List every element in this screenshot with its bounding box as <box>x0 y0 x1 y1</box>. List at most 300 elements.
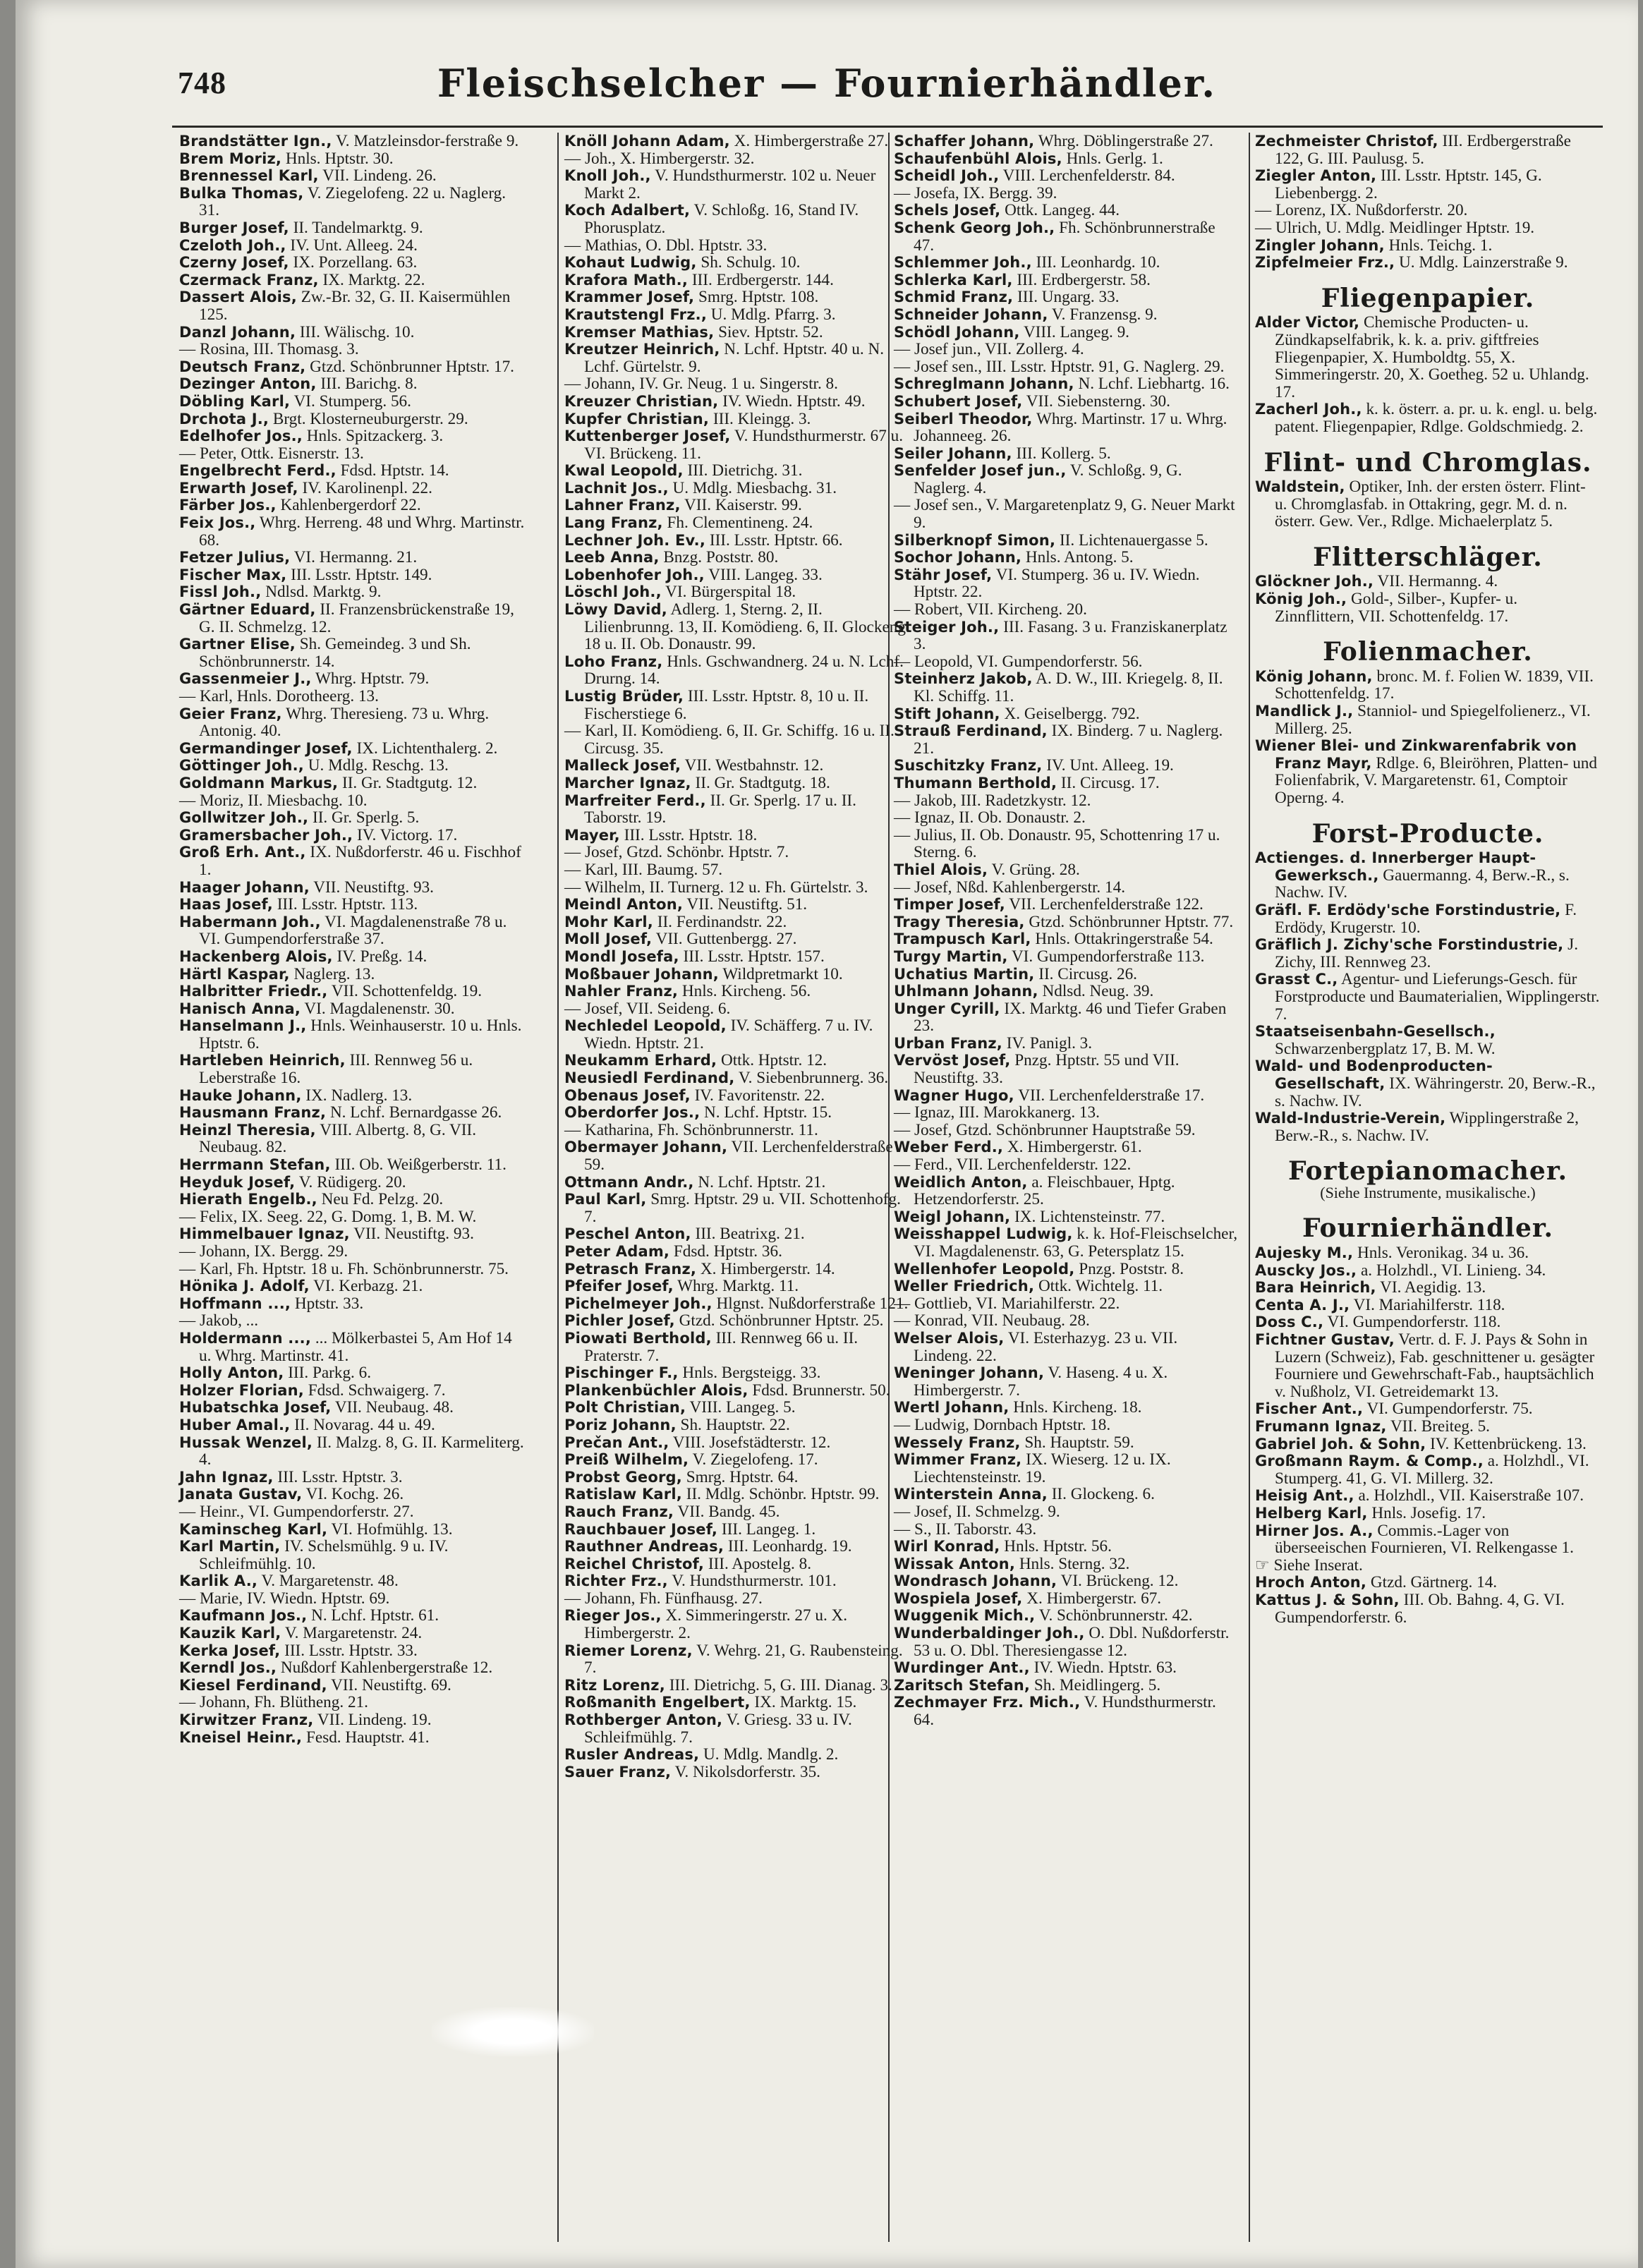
entry-address: VI. Stumperg. 56. <box>293 392 411 411</box>
directory-entry <box>894 601 1239 619</box>
entry-name: Engelbrecht Ferd., <box>179 462 337 480</box>
entry-address: IV. Favoritenstr. 22. <box>694 1086 825 1105</box>
entry-name: Ratislaw Karl, <box>564 1486 682 1503</box>
entry-name: Wessely Franz, <box>894 1433 1021 1451</box>
entry-name: Haager Johann, <box>179 878 310 896</box>
directory-entry <box>1255 1574 1601 1591</box>
entry-name: Riemer Lorenz, <box>564 1642 693 1659</box>
directory-entry <box>894 133 1239 150</box>
entry-address: V. Grüng. 28. <box>991 860 1080 879</box>
column-3 <box>894 133 1239 1729</box>
entry-address: II. Mdlg. Schönbr. Hptstr. 99. <box>686 1485 880 1504</box>
directory-entry <box>894 1225 1239 1260</box>
running-title: Fleischselcher — Fournierhändler. <box>437 61 1217 106</box>
directory-entry <box>564 1104 910 1122</box>
entry-address: IX. Marktg. 15. <box>754 1693 857 1712</box>
entry-address: Gtzd. Schönbrunner Hptstr. 25. <box>679 1311 884 1330</box>
entry-address: Whrg. Herreng. 48 und Whrg. Martinstr. 68. <box>199 514 525 550</box>
directory-entry <box>894 757 1239 775</box>
entry-address: V. Hundsthurmerstr. 64. <box>914 1693 1216 1730</box>
entry-name: Gräflich J. Zichy'sche Forstindustrie, <box>1255 936 1564 954</box>
entry-address: — Jakob, ... <box>179 1311 259 1330</box>
entry-name: Knöll Johann Adam, <box>564 133 730 150</box>
entry-name: Bara Heinrich, <box>1255 1279 1376 1297</box>
entry-name: Thiel Alois, <box>894 861 988 878</box>
entry-address: IV. Karolinenpl. 22. <box>302 478 432 497</box>
entry-name: Peter Adam, <box>564 1243 670 1260</box>
entry-name: Mondl Josefa, <box>564 947 679 965</box>
entry-address: Hnls. Teichg. 1. <box>1388 236 1493 255</box>
entry-name: Reichel Christof, <box>564 1555 705 1572</box>
entry-name: Färber Jos., <box>179 497 277 514</box>
entry-address: III. Kollerg. 5. <box>1016 444 1111 463</box>
directory-entry <box>564 1295 910 1313</box>
directory-entry <box>894 914 1239 931</box>
directory-entry <box>179 688 525 705</box>
directory-entry <box>564 532 910 550</box>
cross-reference-note: (Siehe Instrumente, musikalische.) <box>1320 1183 1536 1201</box>
directory-entry <box>564 1122 910 1139</box>
entry-address: N. Lchf. Bernardgasse 26. <box>329 1103 502 1122</box>
directory-entry <box>1255 202 1601 219</box>
entry-address: V. Nikolsdorferstr. 35. <box>674 1762 820 1781</box>
entry-name: Mohr Karl, <box>564 913 653 930</box>
directory-entry <box>564 1399 910 1417</box>
directory-entry <box>564 272 910 289</box>
entry-address: — Joh., X. Himbergerstr. 32. <box>564 149 755 168</box>
entry-name: Fetzer Julius, <box>179 549 291 566</box>
directory-entry <box>1255 1262 1601 1280</box>
entry-address: — Johann, Fh. Blütheng. 21. <box>179 1693 368 1712</box>
entry-name: Heinzl Theresia, <box>179 1121 316 1139</box>
entry-name: Oberdorfer Jos., <box>564 1104 701 1122</box>
entry-address: IV. Victorg. 17. <box>357 825 458 844</box>
entry-name: Grasst C., <box>1255 971 1338 988</box>
entry-name: Roßmanith Engelbert, <box>564 1694 751 1711</box>
entry-address: IX. Währingerstr. 20, Berw.-R., s. Nachw. IV. <box>1275 1074 1596 1110</box>
entry-name: Burger Josef, <box>179 219 289 236</box>
directory-entry <box>1255 1522 1601 1557</box>
entry-address: — Jakob, III. Radetzkystr. 12. <box>894 791 1091 810</box>
directory-entry <box>564 427 910 462</box>
entry-address: VII. Lindeng. 19. <box>317 1711 432 1730</box>
entry-address: VII. Kaiserstr. 99. <box>684 496 802 515</box>
directory-entry <box>564 1677 910 1694</box>
entry-name: Kattus J. & Sohn, <box>1255 1591 1400 1608</box>
directory-entry <box>1255 1244 1601 1262</box>
entry-name: Silberknopf Simon, <box>894 531 1056 549</box>
entry-address: — Leopold, VI. Gumpendorferstr. 56. <box>894 652 1143 671</box>
directory-entry <box>179 480 525 497</box>
directory-entry <box>894 1174 1239 1208</box>
directory-entry <box>1255 936 1601 971</box>
entry-name: Krafora Math., <box>564 271 689 289</box>
entry-address: Hnls. Hptstr. 30. <box>285 149 394 168</box>
entry-name: Uhlmann Johann, <box>894 983 1038 1000</box>
directory-entry <box>894 393 1239 411</box>
entry-name: Fichtner Gustav, <box>1255 1331 1395 1349</box>
entry-name: Auscky Jos., <box>1255 1261 1357 1279</box>
directory-entry <box>564 202 910 236</box>
entry-address: IX. Marktg. 46 und Tiefer Graben 23. <box>914 999 1227 1036</box>
entry-name: Goldmann Markus, <box>179 774 339 792</box>
entry-address: — Rosina, III. Thomasg. 3. <box>179 340 359 359</box>
section-flitterschlaeger <box>1255 573 1601 625</box>
directory-entry <box>179 1191 525 1208</box>
entry-name: Heisig Ant., <box>1255 1487 1354 1505</box>
entry-address: Whrg. Martinstr. 17 u. Whrg. Johanneeg. 26. <box>914 409 1227 446</box>
entry-address: X. Geiselbergg. 792. <box>1004 704 1140 723</box>
entry-name: Richter Frz., <box>564 1572 668 1590</box>
entry-name: Sauer Franz, <box>564 1763 672 1781</box>
entry-address: III. Barichg. 8. <box>320 375 418 394</box>
directory-entry <box>894 1503 1239 1521</box>
entry-address: — Josef, VII. Seideng. 6. <box>564 999 731 1018</box>
entry-address: V. Schloßg. 16, Stand IV. Phorusplatz. <box>584 201 859 237</box>
section-folienmacher <box>1255 668 1601 807</box>
directory-entry <box>564 1312 910 1330</box>
entry-name: Hoffmann ..., <box>179 1294 291 1312</box>
entry-name: Probst Georg, <box>564 1468 682 1486</box>
entry-name: Kaufmann Jos., <box>179 1607 308 1625</box>
entry-name: Kreuzer Christian, <box>564 392 719 410</box>
entry-name: Paul Karl, <box>564 1191 647 1208</box>
directory-entry <box>894 983 1239 1000</box>
directory-entry <box>564 1434 910 1452</box>
entry-address: Sh. Schulg. 10. <box>701 253 801 272</box>
entry-name: Suschitzky Franz, <box>894 757 1043 775</box>
entry-address: Hnls. Kircheng. 18. <box>1013 1398 1142 1417</box>
entry-address: II. Lichtenauergasse 5. <box>1059 530 1208 550</box>
entry-address: Sh. Hauptstr. 22. <box>680 1415 790 1434</box>
entry-name: Ritz Lorenz, <box>564 1676 665 1694</box>
entry-address: III. Lsstr. Hptstr. 18. <box>624 825 758 844</box>
entry-address: III. Beatrixg. 21. <box>695 1225 805 1244</box>
directory-entry <box>894 150 1239 168</box>
entry-address: IX. Porzellang. 63. <box>293 253 418 272</box>
entry-address: VI. Gumpendorferstr. 75. <box>1366 1400 1533 1419</box>
entry-name: Kirwitzer Franz, <box>179 1711 314 1729</box>
entry-name: Kerka Josef, <box>179 1642 281 1659</box>
directory-entry <box>564 462 910 480</box>
directory-entry <box>564 1417 910 1434</box>
entry-name: Groß Erh. Ant., <box>179 844 306 861</box>
entry-name: Unger Cyrill, <box>894 1000 1000 1017</box>
entry-name: Czeloth Joh., <box>179 236 286 254</box>
entry-address: Hnls. Antong. 5. <box>1025 548 1134 567</box>
entry-name: Hierath Engelb., <box>179 1191 317 1208</box>
entry-name: Hackenberg Alois, <box>179 947 333 965</box>
entry-address: Hnls. Veronikag. 34 u. 36. <box>1357 1244 1529 1263</box>
directory-entry <box>179 601 525 636</box>
entry-address: Hlgnst. Nußdorferstraße 121. <box>716 1294 909 1313</box>
directory-entry <box>179 1572 525 1590</box>
entry-address: IX. Nadlerg. 13. <box>305 1086 413 1105</box>
entry-name: Weigl Johann, <box>894 1208 1011 1225</box>
directory-entry <box>894 219 1239 254</box>
entry-name: Zingler Johann, <box>1255 236 1385 254</box>
directory-entry <box>179 1295 525 1313</box>
directory-entry <box>1255 478 1601 530</box>
entry-address: k. k. österr. a. pr. u. k. engl. u. belg. patent. Fliegenpapier, Rdlge. Goldschmiedg. 2. <box>1275 400 1598 436</box>
entry-name: Gramersbacher Joh., <box>179 826 353 844</box>
entry-name: Czermack Franz, <box>179 271 319 289</box>
entry-address: III. Parkg. 6. <box>288 1364 372 1383</box>
directory-entry <box>179 289 525 323</box>
directory-entry <box>894 1104 1239 1122</box>
entry-address: V. Margaretenstr. 24. <box>284 1624 423 1643</box>
directory-entry <box>564 393 910 411</box>
entry-address: VI. Gumpendorferstraße 113. <box>1011 947 1205 966</box>
entry-name: Schlemmer Joh., <box>894 254 1032 272</box>
directory-entry <box>564 1330 910 1364</box>
directory-entry <box>179 1278 525 1295</box>
entry-address: III. Lsstr. Hptstr. 113. <box>277 895 418 914</box>
entry-name: Strauß Ferdinand, <box>894 722 1048 740</box>
entry-address: a. Holzhdl., VII. Kaiserstraße 107. <box>1358 1486 1584 1505</box>
entry-name: Staatseisenbahn-Gesellsch., <box>1255 1023 1496 1041</box>
entry-address: Stanniol- und Spiegelfolienerz., VI. Millerg. 25. <box>1275 702 1591 738</box>
entry-address: IV. Panigl. 3. <box>1006 1033 1093 1053</box>
directory-entry <box>179 1243 525 1261</box>
entry-name: Löwy David, <box>564 601 667 619</box>
entry-address: — Felix, IX. Seeg. 22, G. Domg. 1, B. M. W. <box>179 1207 477 1226</box>
entry-address: VII. Siebensterng. 30. <box>1026 392 1170 411</box>
directory-entry <box>1255 1505 1601 1522</box>
entry-address: Wildpretmarkt 10. <box>722 964 843 983</box>
directory-entry <box>564 1503 910 1521</box>
directory-entry <box>564 966 910 983</box>
directory-entry <box>564 1521 910 1539</box>
entry-address: VIII. Langeg. 33. <box>708 565 823 584</box>
entry-address: III. Lsstr. Hptstr. 3. <box>277 1467 403 1486</box>
entry-address: — Karl, Fh. Hptstr. 18 u. Fh. Schönbrunnerstr. 75. <box>179 1259 509 1278</box>
entry-address: X. Himbergerstr. 61. <box>1007 1138 1142 1157</box>
entry-name: Malleck Josef, <box>564 757 681 775</box>
entry-name: Karlik A., <box>179 1572 258 1590</box>
entry-name: Holly Anton, <box>179 1364 284 1382</box>
directory-entry <box>564 150 910 168</box>
entry-name: Wimmer Franz, <box>894 1451 1022 1469</box>
directory-entry <box>564 1278 910 1295</box>
directory-entry <box>179 445 525 463</box>
directory-entry <box>1255 1400 1601 1418</box>
entry-name: Hroch Anton, <box>1255 1574 1367 1591</box>
entry-name: Marcher Ignaz, <box>564 774 691 792</box>
directory-entry <box>179 1156 525 1174</box>
directory-entry <box>179 219 525 237</box>
entry-name: Actienges. d. Innerberger Haupt-Gewerksch., <box>1255 849 1536 884</box>
directory-entry <box>894 775 1239 792</box>
entry-name: Edelhofer Jos., <box>179 427 303 445</box>
entry-address: V. Ziegelofeng. 22 u. Naglerg. 31. <box>199 183 507 220</box>
entry-address: Fesd. Hauptstr. 41. <box>306 1728 430 1747</box>
continued-entries <box>1255 133 1601 272</box>
directory-entry <box>1255 1453 1601 1487</box>
entry-address: — Ignaz, III. Marokkanerg. 13. <box>894 1103 1100 1122</box>
entry-address: II. Glockeng. 6. <box>1051 1485 1155 1504</box>
entry-name: Löschl Joh., <box>564 583 662 601</box>
entry-name: Göttinger Joh., <box>179 757 304 775</box>
entry-address: VII. Neustiftg. 93. <box>353 1225 474 1244</box>
entry-address: III. Dietrichg. 31. <box>687 461 803 480</box>
directory-entry <box>1255 902 1601 936</box>
entry-name: Helberg Karl, <box>1255 1504 1368 1522</box>
entry-address: II. Tandelmarktg. 9. <box>293 218 423 237</box>
directory-entry <box>564 757 910 775</box>
entry-address: III. Wälischg. 10. <box>299 322 415 341</box>
directory-entry <box>179 670 525 688</box>
entry-name: Rieger Jos., <box>564 1607 662 1625</box>
entry-name: Czerny Josef, <box>179 254 289 272</box>
directory-entry <box>179 133 525 150</box>
directory-entry <box>179 1261 525 1278</box>
directory-entry <box>894 1677 1239 1694</box>
directory-entry <box>564 1556 910 1573</box>
entry-name: Bulka Thomas, <box>179 184 304 202</box>
entry-address: III. Ob. Weißgerberstr. 11. <box>334 1156 507 1175</box>
directory-entry <box>894 1607 1239 1625</box>
directory-entry <box>564 914 910 931</box>
directory-entry <box>179 1538 525 1572</box>
directory-entry <box>894 1486 1239 1503</box>
entry-address: Nußdorf Kahlenbergerstraße 12. <box>280 1658 493 1678</box>
entry-address: Ottk. Langeg. 44. <box>1005 201 1120 220</box>
directory-entry <box>894 202 1239 219</box>
directory-entry <box>564 722 910 757</box>
entry-address: — Josefa, IX. Bergg. 39. <box>894 183 1057 202</box>
directory-entry <box>894 619 1239 653</box>
entry-name: Gollwitzer Joh., <box>179 809 309 827</box>
entry-address: Agentur- und Lieferungs-Gesch. für Forstproducte und Baumaterialien, Wipplingerstr. 7. <box>1275 970 1600 1024</box>
entry-address: X. Himbergerstr. 67. <box>1026 1589 1162 1608</box>
section-heading-flitterschlaeger: Flitterschläger. <box>1313 542 1543 572</box>
entry-name: Weidlich Anton, <box>894 1173 1028 1191</box>
entry-address: IV. Unt. Alleeg. 24. <box>290 236 418 255</box>
directory-entry <box>564 289 910 306</box>
directory-entry <box>1255 1297 1601 1314</box>
entry-name: Fischer Ant., <box>1255 1400 1364 1418</box>
entry-address: Hnls. Kircheng. 56. <box>681 982 811 1001</box>
directory-entry <box>564 341 910 375</box>
entry-name: Hanisch Anna, <box>179 1000 301 1017</box>
directory-entry <box>1255 573 1601 590</box>
directory-entry <box>894 341 1239 358</box>
entry-address: — Josef, Gtzd. Schönbrunner Hauptstraße 59. <box>894 1120 1196 1139</box>
entry-address: — Gottlieb, VI. Mariahilferstr. 22. <box>894 1294 1120 1313</box>
entry-name: Tragy Theresia, <box>894 913 1025 930</box>
entry-address: — Robert, VII. Kircheng. 20. <box>894 600 1087 619</box>
directory-entry <box>179 809 525 827</box>
entry-address: V. Franzensg. 9. <box>1051 305 1158 324</box>
directory-entry <box>179 1122 525 1156</box>
directory-entry <box>179 1225 525 1243</box>
entry-address: Ottk. Wichtelg. 11. <box>1038 1277 1163 1296</box>
directory-page <box>16 0 1638 2268</box>
entry-address: Fdsd. Hptstr. 14. <box>340 461 449 480</box>
directory-entry <box>894 1659 1239 1677</box>
directory-entry <box>1255 1331 1601 1400</box>
directory-entry <box>564 237 910 255</box>
entry-address: Ndlsd. Marktg. 9. <box>265 583 382 602</box>
directory-entry <box>894 792 1239 810</box>
entry-address: VI. Bürgerspital 18. <box>665 583 796 602</box>
directory-entry <box>894 896 1239 914</box>
entry-address: III. Lsstr. Hptstr. 33. <box>284 1641 418 1660</box>
directory-entry <box>894 1434 1239 1452</box>
directory-entry <box>564 861 910 879</box>
entry-address: IV. Unt. Alleeg. 19. <box>1046 756 1174 775</box>
column-4 <box>1255 133 1601 1626</box>
entry-name: Preiß Wilhelm, <box>564 1451 689 1469</box>
entry-address: V. Matzleinsdor-ferstraße 9. <box>335 132 519 150</box>
entry-address: Adlerg. 1, Sterng. 2, II. Lilienbrunng. 13, II. Komödieng. 6, II. Glockeng. 18 u. II. Ob. Donaustr. 99. <box>584 600 910 654</box>
entry-name: Waldstein, <box>1255 478 1345 496</box>
entry-address: — Moriz, II. Miesbachg. 10. <box>179 791 368 810</box>
entry-name: Obenaus Josef, <box>564 1086 691 1104</box>
entry-name: Drchota J., <box>179 410 269 427</box>
directory-entry <box>894 948 1239 966</box>
directory-entry <box>564 1174 910 1191</box>
directory-entry <box>564 1087 910 1105</box>
directory-entry <box>564 601 910 653</box>
entry-address: Gold-, Silber-, Kupfer- u. Zinnflittern, VII. Schottenfeldg. 17. <box>1275 590 1518 626</box>
directory-entry <box>179 393 525 411</box>
entry-address: U. Mdlg. Miesbachg. 31. <box>672 478 837 497</box>
entry-name: Wuggenik Mich., <box>894 1607 1036 1625</box>
section-heading-fliegenpapier: Fliegenpapier. <box>1321 283 1535 313</box>
directory-entry <box>179 237 525 255</box>
entry-name: Hirner Jos. A., <box>1255 1522 1374 1539</box>
entry-name: Hanselmann J., <box>179 1017 307 1035</box>
entry-address: Fdsd. Brunnerstr. 50. <box>752 1381 890 1400</box>
directory-entry <box>179 914 525 948</box>
column-1 <box>179 133 525 1746</box>
entry-name: Erwarth Josef, <box>179 479 298 497</box>
directory-entry <box>1255 1418 1601 1436</box>
entry-name: Poriz Johann, <box>564 1416 677 1433</box>
entry-address: Kahlenbergerdorf 22. <box>280 496 421 515</box>
entry-address: — Karl, III. Baumg. 57. <box>564 860 723 879</box>
section-heading-forstproducte: Forst-Producte. <box>1311 818 1544 849</box>
entry-name: Herrmann Stefan, <box>179 1156 331 1174</box>
entry-address: Sh. Gemeindeg. 3 und Sh. Schönbrunnerstr. 14. <box>199 635 471 671</box>
entry-name: Kreutzer Heinrich, <box>564 341 720 358</box>
directory-entry <box>564 1364 910 1382</box>
entry-address: V. Ziegelofeng. 17. <box>692 1450 818 1469</box>
directory-entry <box>179 254 525 272</box>
entry-address: F. Erdödy, Krugerstr. 10. <box>1275 900 1577 937</box>
entry-address: VII. Neustiftg. 69. <box>331 1675 451 1694</box>
directory-entry <box>564 375 910 393</box>
directory-entry <box>179 636 525 670</box>
directory-entry <box>564 1694 910 1711</box>
directory-entry <box>179 1000 525 1018</box>
entry-address: VI. Mariahilferstr. 118. <box>1353 1295 1505 1314</box>
entry-address: III. Erdbergerstr. 58. <box>1017 270 1151 289</box>
directory-entry <box>894 1087 1239 1105</box>
entry-address: Ndlsd. Neug. 39. <box>1042 982 1154 1001</box>
entry-name: Kaminscheg Karl, <box>179 1520 328 1538</box>
directory-entry <box>179 566 525 584</box>
entry-name: Ottmann Andr., <box>564 1173 694 1191</box>
directory-entry <box>564 306 910 324</box>
directory-entry <box>564 1572 910 1590</box>
entry-name: Hausmann Franz, <box>179 1104 327 1122</box>
entry-name: Vervöst Josef, <box>894 1052 1011 1069</box>
entry-address: III. Leonhardg. 19. <box>727 1537 852 1556</box>
directory-entry <box>179 705 525 740</box>
